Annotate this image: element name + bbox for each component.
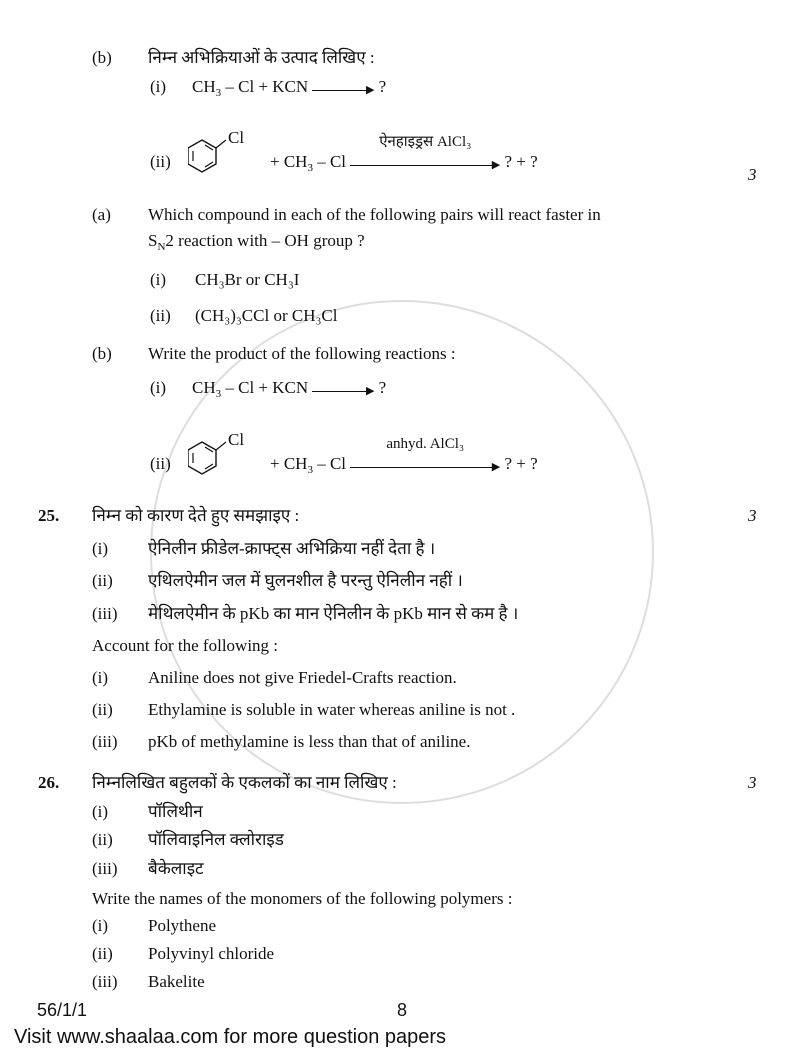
item-label: (ii) — [92, 571, 113, 590]
sub-text: CH₃Br or CH₃I — [195, 270, 300, 289]
sub-label: (i) — [150, 378, 167, 397]
sub-label: (i) — [150, 77, 167, 96]
part-text: Write the product of the following reactions : — [148, 344, 456, 363]
item-label: (i) — [92, 668, 109, 687]
reaction-ii-text: + $CH_3$ – Cl ऐनहाइड्रस AlCl₃ ▶ ? + ? — [270, 134, 538, 174]
item-text: मेथिलऐमीन के pKb का मान ऐनिलीन के pKb मान से कम है । — [148, 604, 519, 623]
item-text: Aniline does not give Friedel-Crafts reaction. — [148, 668, 457, 687]
marks: 3 — [748, 773, 757, 792]
item-text: ऐनिलीन फ्रीडेल-क्राफ्ट्स अभिक्रिया नहीं देता है । — [148, 539, 436, 558]
chloro-label: Cl — [228, 128, 245, 147]
item-text: Polythene — [148, 916, 216, 935]
item-label: (ii) — [92, 700, 113, 719]
reaction-i: $CH_3$ – Cl + KCN ▶ ? — [192, 378, 387, 400]
part-label: (a) — [92, 205, 111, 224]
item-label: (iii) — [92, 972, 118, 991]
item-label: (iii) — [92, 732, 118, 751]
part-text: निम्न अभिक्रियाओं के उत्पाद लिखिए : — [148, 48, 375, 67]
benzene-ring-icon — [188, 132, 228, 180]
reaction-ii — [188, 434, 228, 482]
item-text: Polyvinyl chloride — [148, 944, 275, 963]
chloro-label: Cl — [228, 430, 245, 449]
item-text: pKb of methylamine is less than that of aniline. — [148, 732, 471, 751]
question-title-hindi: निम्नलिखित बहुलकों के एकलकों का नाम लिखिए : — [92, 773, 397, 792]
page-number: 8 — [397, 1000, 408, 1020]
item-label: (ii) — [92, 830, 113, 849]
question-title-english: Write the names of the monomers of the following polymers : — [92, 889, 513, 908]
item-text: पॉलिथीन — [148, 802, 203, 821]
visit-link[interactable]: Visit www.shaalaa.com for more question papers — [14, 1026, 447, 1048]
sub-text: (CH₃)₃CCl or CH₃Cl — [195, 306, 338, 325]
item-label: (iii) — [92, 604, 118, 623]
marks: 3 — [748, 165, 757, 184]
item-text: Bakelite — [148, 972, 205, 991]
item-text: एथिलऐमीन जल में घुलनशील है परन्तु ऐनिलीन नहीं । — [148, 571, 463, 590]
reaction-ii-text: + $CH_3$ – Cl anhyd. AlCl₃ ▶ ? + ? — [270, 436, 538, 476]
sub-label: (ii) — [150, 306, 171, 325]
part-label: (b) — [92, 48, 112, 67]
paper-code: 56/1/1 — [37, 1000, 88, 1020]
item-label: (ii) — [92, 944, 113, 963]
item-text: Ethylamine is soluble in water whereas aniline is not . — [148, 700, 516, 719]
part-text: Which compound in each of the following pairs will react faster in — [148, 205, 601, 224]
item-label: (i) — [92, 916, 109, 935]
question-number: 25. — [38, 506, 60, 525]
item-label: (i) — [92, 539, 109, 558]
sub-label: (ii) — [150, 454, 171, 473]
sub-label: (ii) — [150, 152, 171, 171]
question-title-hindi: निम्न को कारण देते हुए समझाइए : — [92, 506, 300, 525]
benzene-ring-icon — [188, 434, 228, 482]
question-title-english: Account for the following : — [92, 636, 279, 655]
item-text: बैकेलाइट — [148, 859, 204, 878]
reaction-i: $CH_3$ – Cl + KCN ▶ ? — [192, 77, 387, 99]
sub-label: (i) — [150, 270, 167, 289]
item-label: (iii) — [92, 859, 118, 878]
reaction-ii — [188, 132, 228, 180]
item-label: (i) — [92, 802, 109, 821]
marks: 3 — [748, 506, 757, 525]
question-number: 26. — [38, 773, 60, 792]
item-text: पॉलिवाइनिल क्लोराइड — [148, 830, 284, 849]
part-text: $S_N2$ reaction with – OH group ? — [148, 231, 365, 253]
part-label: (b) — [92, 344, 112, 363]
